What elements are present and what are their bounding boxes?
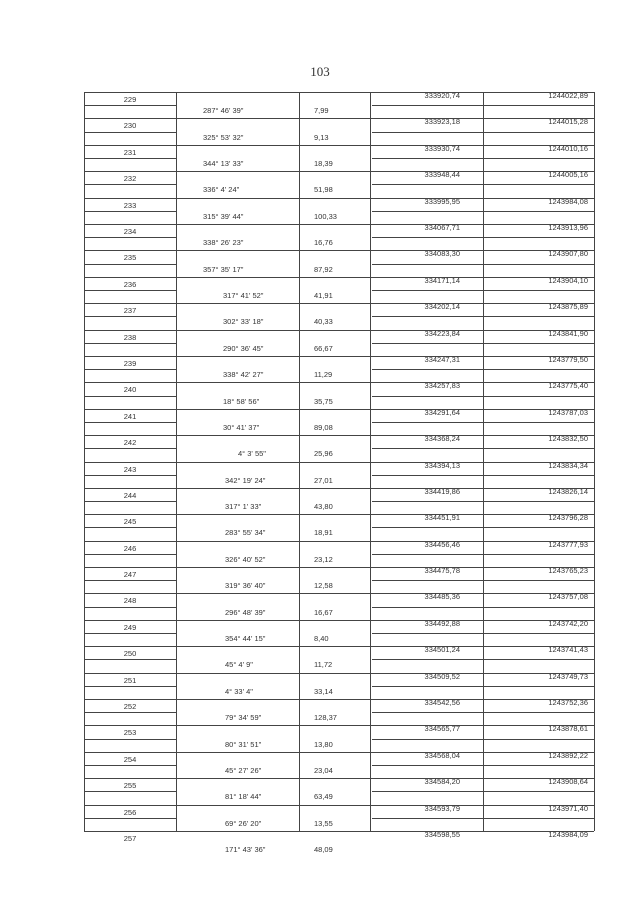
half-line-left — [84, 712, 176, 713]
coordinate-x: 334509,52 — [424, 672, 460, 681]
half-line-left — [84, 396, 176, 397]
coordinate-y: 1244005,16 — [548, 170, 588, 179]
coordinate-x: 334257,83 — [424, 381, 460, 390]
bearing-angle: 319° 36' 40" — [225, 581, 266, 590]
half-line-left — [84, 686, 176, 687]
half-line-left — [84, 316, 176, 317]
point-number: 245 — [123, 517, 137, 526]
point-number: 251 — [123, 676, 137, 685]
coordinate-y: 1243832,50 — [548, 434, 588, 443]
segment-length: 13,80 — [314, 740, 333, 749]
segment-length: 11,72 — [314, 660, 333, 669]
coordinate-x: 334542,56 — [424, 698, 460, 707]
coordinate-y: 1243765,23 — [548, 566, 588, 575]
segment-length: 16,67 — [314, 608, 333, 617]
bearing-angle: 45° 4' 9" — [225, 660, 253, 669]
coordinate-y: 1243742,20 — [548, 619, 588, 628]
half-line-left — [84, 475, 176, 476]
bearing-angle: 325° 53' 32" — [203, 133, 244, 142]
coordinate-x: 334568,04 — [424, 751, 460, 760]
coordinate-x: 334565,77 — [424, 724, 460, 733]
coordinate-y: 1243775,40 — [548, 381, 588, 390]
coordinate-x: 334584,20 — [424, 777, 460, 786]
coordinate-x: 334593,79 — [424, 804, 460, 813]
coordinate-x: 334291,64 — [424, 408, 460, 417]
bearing-angle: 171° 43' 36" — [225, 845, 266, 854]
bearing-angle: 315° 39' 44" — [203, 212, 244, 221]
segment-length: 27,01 — [314, 476, 333, 485]
bearing-angle: 30° 41' 37" — [223, 423, 260, 432]
coordinate-x: 333995,95 — [424, 197, 460, 206]
point-number: 234 — [123, 227, 137, 236]
bearing-angle: 344° 13' 33" — [203, 159, 244, 168]
coordinate-y: 1243907,80 — [548, 249, 588, 258]
segment-length: 12,58 — [314, 581, 333, 590]
coordinate-y: 1243875,89 — [548, 302, 588, 311]
segment-length: 128,37 — [314, 713, 337, 722]
point-number: 243 — [123, 465, 137, 474]
bearing-angle: 338° 26' 23" — [203, 238, 244, 247]
point-number: 242 — [123, 438, 137, 447]
coordinate-x: 334419,86 — [424, 487, 460, 496]
segment-length: 89,08 — [314, 423, 333, 432]
coordinate-y: 1243749,73 — [548, 672, 588, 681]
segment-length: 23,12 — [314, 555, 333, 564]
point-number: 233 — [123, 201, 137, 210]
bearing-angle: 290° 36' 45" — [223, 344, 264, 353]
column-line — [594, 92, 595, 831]
coordinate-y: 1243779,50 — [548, 355, 588, 364]
half-line-left — [84, 554, 176, 555]
coordinate-x: 334202,14 — [424, 302, 460, 311]
page-number: 103 — [310, 64, 330, 79]
half-line-left — [84, 211, 176, 212]
point-number: 238 — [123, 333, 137, 342]
coordinate-x: 334394,13 — [424, 461, 460, 470]
bearing-angle: 4° 3' 55" — [238, 449, 266, 458]
coordinate-y: 1243757,08 — [548, 592, 588, 601]
point-number: 241 — [123, 412, 137, 421]
point-number: 250 — [123, 649, 137, 658]
coordinate-x: 334492,88 — [424, 619, 460, 628]
point-number: 229 — [123, 95, 137, 104]
coordinate-y: 1243971,40 — [548, 804, 588, 813]
half-line-left — [84, 132, 176, 133]
half-line-left — [84, 659, 176, 660]
point-number: 256 — [123, 808, 137, 817]
coordinate-y: 1243826,14 — [548, 487, 588, 496]
point-number: 239 — [123, 359, 137, 368]
bearing-angle: 317° 41' 52" — [223, 291, 264, 300]
coordinate-x: 334485,36 — [424, 592, 460, 601]
segment-length: 13,55 — [314, 819, 333, 828]
bearing-angle: 69° 26' 20" — [225, 819, 262, 828]
coordinate-x: 334475,78 — [424, 566, 460, 575]
point-number: 248 — [123, 596, 137, 605]
segment-length: 16,76 — [314, 238, 333, 247]
coordinate-x: 334247,31 — [424, 355, 460, 364]
half-line-left — [84, 237, 176, 238]
coordinate-y: 1243841,90 — [548, 329, 588, 338]
point-number: 230 — [123, 121, 137, 130]
half-line-left — [84, 580, 176, 581]
coordinate-y: 1243984,09 — [548, 830, 588, 839]
bearing-angle: 326° 40' 52" — [225, 555, 266, 564]
coordinate-y: 1243741,43 — [548, 645, 588, 654]
point-number: 249 — [123, 623, 137, 632]
segment-length: 43,80 — [314, 502, 333, 511]
half-line-left — [84, 290, 176, 291]
bearing-angle: 45° 27' 26" — [225, 766, 262, 775]
segment-length: 35,75 — [314, 397, 333, 406]
half-line-left — [84, 158, 176, 159]
point-number: 236 — [123, 280, 137, 289]
half-line-left — [84, 765, 176, 766]
point-number: 246 — [123, 544, 137, 553]
bearing-angle: 81° 18' 44" — [225, 792, 262, 801]
segment-length: 18,39 — [314, 159, 333, 168]
coordinate-x: 334451,91 — [424, 513, 460, 522]
column-line — [176, 92, 177, 831]
segment-length: 8,40 — [314, 634, 329, 643]
coordinate-y: 1243892,22 — [548, 751, 588, 760]
segment-length: 9,13 — [314, 133, 329, 142]
coordinate-x: 334501,24 — [424, 645, 460, 654]
coordinate-x: 333948,44 — [424, 170, 460, 179]
bearing-angle: 354° 44' 15" — [225, 634, 266, 643]
point-number: 240 — [123, 385, 137, 394]
point-number: 244 — [123, 491, 137, 500]
point-number: 254 — [123, 755, 137, 764]
segment-length: 48,09 — [314, 845, 333, 854]
coordinate-y: 1244022,89 — [548, 91, 588, 100]
coordinate-y: 1244010,16 — [548, 144, 588, 153]
half-line-left — [84, 105, 176, 106]
coordinate-y: 1243777,93 — [548, 540, 588, 549]
bearing-angle: 336° 4' 24" — [203, 185, 240, 194]
point-number: 235 — [123, 253, 137, 262]
half-line-left — [84, 818, 176, 819]
coordinate-x: 333930,74 — [424, 144, 460, 153]
segment-length: 41,91 — [314, 291, 333, 300]
coordinate-x: 334067,71 — [424, 223, 460, 232]
half-line-left — [84, 607, 176, 608]
column-line — [370, 92, 371, 831]
point-number: 257 — [123, 834, 137, 843]
point-number: 231 — [123, 148, 137, 157]
coordinate-x: 334598,55 — [424, 830, 460, 839]
bearing-angle: 4° 33' 4" — [225, 687, 253, 696]
coordinate-x: 333923,18 — [424, 117, 460, 126]
coordinate-y: 1243908,64 — [548, 777, 588, 786]
bearing-angle: 18° 58' 56" — [223, 397, 260, 406]
segment-length: 23,04 — [314, 766, 333, 775]
bearing-angle: 283° 55' 34" — [225, 528, 266, 537]
coordinate-y: 1243796,28 — [548, 513, 588, 522]
bearing-angle: 296° 48' 39" — [225, 608, 266, 617]
half-line-left — [84, 739, 176, 740]
half-line-left — [84, 448, 176, 449]
coordinate-y: 1244015,28 — [548, 117, 588, 126]
segment-length: 40,33 — [314, 317, 333, 326]
coordinate-y: 1243787,03 — [548, 408, 588, 417]
point-number: 247 — [123, 570, 137, 579]
coordinate-y: 1243904,10 — [548, 276, 588, 285]
half-line-left — [84, 527, 176, 528]
coordinate-y: 1243878,61 — [548, 724, 588, 733]
half-line-left — [84, 343, 176, 344]
bearing-angle: 317° 1' 33" — [225, 502, 262, 511]
point-number: 255 — [123, 781, 137, 790]
coordinate-x: 333920,74 — [424, 91, 460, 100]
segment-length: 7,99 — [314, 106, 329, 115]
segment-length: 87,92 — [314, 265, 333, 274]
bearing-angle: 287° 46' 39" — [203, 106, 244, 115]
coordinate-y: 1243752,36 — [548, 698, 588, 707]
point-number: 252 — [123, 702, 137, 711]
coordinate-y: 1243913,96 — [548, 223, 588, 232]
half-line-left — [84, 369, 176, 370]
half-line-left — [84, 264, 176, 265]
coordinate-x: 334171,14 — [424, 276, 460, 285]
bearing-angle: 342° 19' 24" — [225, 476, 266, 485]
bearing-angle: 80° 31' 51" — [225, 740, 262, 749]
segment-length: 18,91 — [314, 528, 333, 537]
half-line-left — [84, 184, 176, 185]
coordinate-x: 334223,84 — [424, 329, 460, 338]
segment-length: 11,29 — [314, 370, 333, 379]
bearing-angle: 79° 34' 59" — [225, 713, 262, 722]
segment-length: 25,96 — [314, 449, 333, 458]
point-number: 237 — [123, 306, 137, 315]
bearing-angle: 357° 35' 17" — [203, 265, 244, 274]
segment-length: 66,67 — [314, 344, 333, 353]
coordinate-x: 334368,24 — [424, 434, 460, 443]
coordinate-y: 1243984,08 — [548, 197, 588, 206]
coordinate-y: 1243834,34 — [548, 461, 588, 470]
half-line-left — [84, 422, 176, 423]
coordinate-x: 334083,30 — [424, 249, 460, 258]
point-number: 253 — [123, 728, 137, 737]
segment-length: 63,49 — [314, 792, 333, 801]
half-line-left — [84, 633, 176, 634]
segment-length: 33,14 — [314, 687, 333, 696]
segment-length: 51,98 — [314, 185, 333, 194]
coordinate-x: 334456,46 — [424, 540, 460, 549]
half-line-left — [84, 791, 176, 792]
half-line-left — [84, 501, 176, 502]
bearing-angle: 302° 33' 18" — [223, 317, 264, 326]
bearing-angle: 338° 42' 27" — [223, 370, 264, 379]
point-number: 232 — [123, 174, 137, 183]
segment-length: 100,33 — [314, 212, 337, 221]
